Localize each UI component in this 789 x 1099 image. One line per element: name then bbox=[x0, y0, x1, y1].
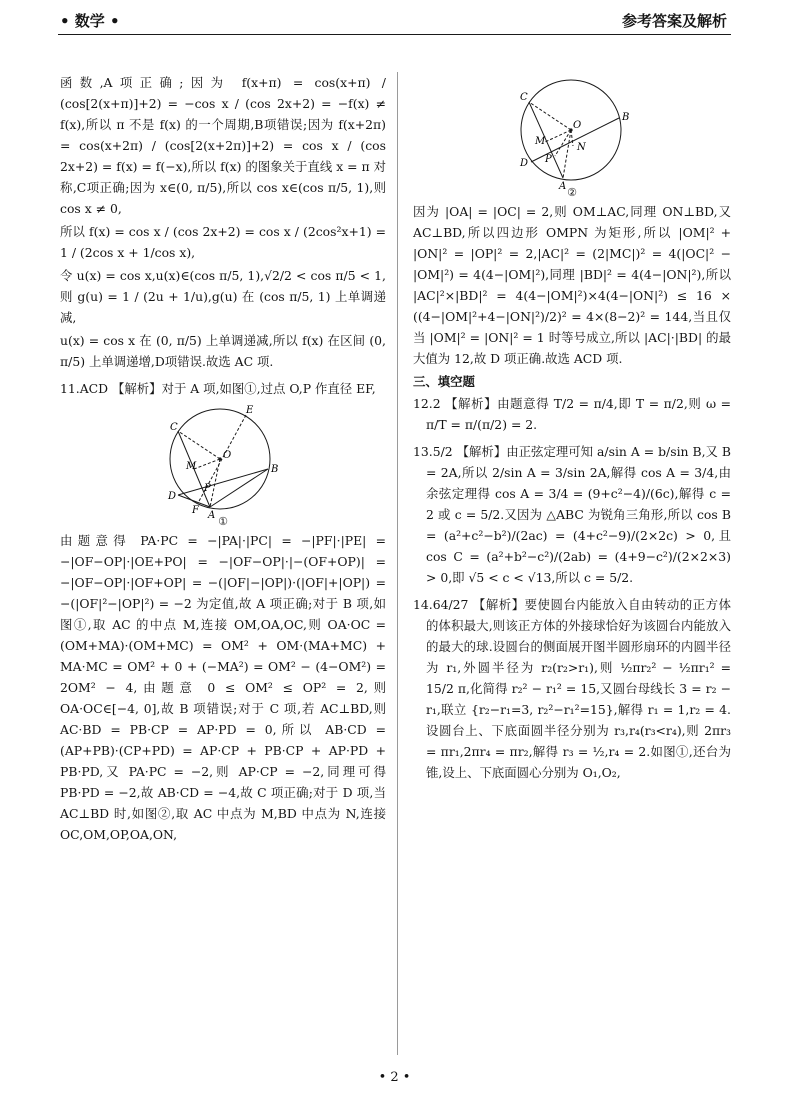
column-divider bbox=[397, 72, 398, 1055]
fig2-point: M bbox=[535, 136, 546, 147]
header-subject: • 数学 • bbox=[60, 12, 120, 30]
fig1-point: C bbox=[170, 422, 178, 433]
fig2-point: C bbox=[520, 92, 528, 103]
fig1-point: P bbox=[204, 483, 211, 494]
figure-1 bbox=[158, 403, 288, 528]
header-title: 参考答案及解析 bbox=[621, 12, 727, 30]
q10-paragraph-4: u(x) = cos x 在 (0, π/5) 上单调递减,所以 f(x) 在区间 (0, π/5) 上单调递增,D项错误.故选 AC 项. bbox=[60, 333, 386, 369]
page-number: • 2 • bbox=[378, 1070, 411, 1085]
q14-answer: 14.64/27 【解析】要使圆台内能放入自由转动的正方体的体积最大,则该正方体的外接球恰好为该圆台内能放入的最大的球.设圆台的侧面展开图半圆形扇环的内圆半径为 r₁,外圆半径为 r₂(r₂>r₁),则 ½πr₂² − ½πr₁² = 15/2 π,化简得 r₂² − r₁² = 15,又圆台母线长 3 = r₂ − r₁,联立 {r₂−r₁=3, r₂²−r₁²=15},解得 r₁ = 1,r₂ = 4.设圆台上、下底面圆半径分别为 r₃,r₄(r₃<r₄),则 2πr₃ = πr₁,2πr₄ = πr₂,解得 r₃ = ½,r₄ = 2.如图①,还台为锥,设上、下底面圆心分别为 O₁,O₂, bbox=[413, 597, 731, 780]
fig2-point: P bbox=[545, 154, 552, 165]
figure-2-diagram bbox=[507, 76, 637, 190]
fig2-point: B bbox=[622, 112, 630, 123]
q11-continuation: 因为 |OA| = |OC| = 2,则 OM⊥AC,同理 ON⊥BD,又 AC⊥BD,所以四边形 OMPN 为矩形,所以 |OM|² + |ON|² = |OP|² = 2,|AC|² = (2|MC|)² = 4(|OC|² − |OM|²) = 4(4−|OM|²),同理 |BD|² = 4(4−|ON|²),所以 |AC|²×|BD|² = 4(4−|OM|²)×4(4−|ON|²) ≤ 16 × ((4−|OM|²+4−|ON|²)/2)² = 4×(8−2)² = 144,当且仅当 |OM|² = |ON|² = 1 时等号成立,所以 |AC|·|BD| 的最大值为 12,故 D 项正确.故选 ACD 项. bbox=[413, 204, 731, 366]
fig2-point: O bbox=[573, 120, 582, 131]
q10-paragraph-1: 函数,A项正确;因为 f(x+π) = cos(x+π) / (cos[2(x+π)]+2) = −cos x / (cos 2x+2) = −f(x) ≠ f(x),所以 π 不是 f(x) 的一个周期,B项错误;因为 f(x+2π) = cos(x+2π) / (cos[2(x+2π)]+2) = cos x / (cos 2x+2) = f(x) = f(−x),所以 f(x) 的图象关于直线 x = π 对称,C项正确;因为 x∈(0, π/5),所以 cos x∈(cos π/5, 1),则 cos x ≠ 0, bbox=[60, 75, 386, 216]
figure-2-label: ② bbox=[567, 186, 577, 199]
q13-answer: 13.5/2 【解析】由正弦定理可知 a/sin A = b/sin B,又 B = 2A,所以 2/sin A = 3/sin 2A,解得 cos A = 3/4,由余弦定理得 cos A = 3/4 = (9+c²−4)/(6c),解得 c = 2 或 c = 5/2.又因为 △ABC 为锐角三角形,所以 cos B = (a²+c²−b²)/(2ac) = (4+c²−9)/(2×2c) > 0,且 cos C = (a²+b²−c²)/(2ab) = (4+9−c²)/(2×2×3) > 0,即 √5 < c < √13,所以 c = 5/2. bbox=[413, 444, 731, 585]
q11-intro: 11.ACD 【解析】对于 A 项,如图①,过点 O,P 作直径 EF, bbox=[60, 381, 376, 396]
figure-1-label: ① bbox=[218, 515, 228, 528]
fig1-point: D bbox=[168, 491, 177, 502]
fig1-point: B bbox=[271, 464, 279, 475]
q11-paragraph: 由题意得 PA·PC = −|PA|·|PC| = −|PF|·|PE| = −|OF−OP|·|OE+PO| = −|OF−OP|·|−(OF+OP)| = −|OF−OP|·|OF+OP| = −(|OF|−|OP|)·(|OF|+|OP|) = −(|OF|²−|OP|²) = −2 为定值,故 A 项正确;对于 B 项,如图①,取 AC 的中点 M,连接 OM,OA,OC,则 OA·OC = (OM+MA)·(OM+MC) = OM² + OM·(MA+MC) + MA·MC = OM² + 0 + (−MA²) = OM² − (4−OM²) = 2OM² − 4,由题意 0 ≤ OM² ≤ OP² = 2,则 OA·OC∈[−4, 0],故 B 项错误;对于 C 项,若 AC⊥BD,则 AC·BD = PB·CP = AP·PD = 0,所以 AB·CD = (AP+PB)·(CP+PD) = AP·CP + PB·CP + AP·PD + PB·PD,又 PA·PC = −2,则 AP·CP = −2,同理可得 PB·PD = −2,故 AB·CD = −4,故 C 项正确;对于 D 项,当 AC⊥BD 时,如图②,取 AC 中点为 M,BD 中点为 N,连接 OC,OM,OP,OA,ON, bbox=[60, 533, 386, 842]
q10-paragraph-2: 所以 f(x) = cos x / (cos 2x+2) = cos x / (2cos²x+1) = 1 / (2cos x + 1/cos x), bbox=[60, 224, 386, 260]
q10-paragraph-3: 令 u(x) = cos x,u(x)∈(cos π/5, 1),√2/2 < cos π/5 < 1,则 g(u) = 1 / (2u + 1/u),g(u) 在 (cos π/5, 1) 上单调递减, bbox=[60, 268, 386, 325]
fig1-point: A bbox=[208, 510, 216, 519]
fig2-point: A bbox=[559, 181, 567, 190]
fig1-point: E bbox=[246, 405, 254, 416]
q12-answer: 12.2 【解析】由题意得 T/2 = π/4,即 T = π/2,则 ω = π/T = π/(π/2) = 2. bbox=[413, 396, 731, 432]
fig2-point: N bbox=[577, 142, 586, 153]
fig1-point: O bbox=[223, 450, 232, 461]
section-title: 三、填空题 bbox=[413, 374, 475, 389]
fig2-point: D bbox=[520, 158, 529, 169]
figure-1-diagram bbox=[158, 403, 288, 519]
fig1-point: M bbox=[186, 461, 197, 472]
right-column bbox=[413, 72, 731, 785]
header-rule bbox=[58, 34, 731, 35]
figure-2 bbox=[507, 76, 637, 199]
fig1-point: F bbox=[192, 505, 199, 516]
left-column bbox=[60, 72, 386, 847]
